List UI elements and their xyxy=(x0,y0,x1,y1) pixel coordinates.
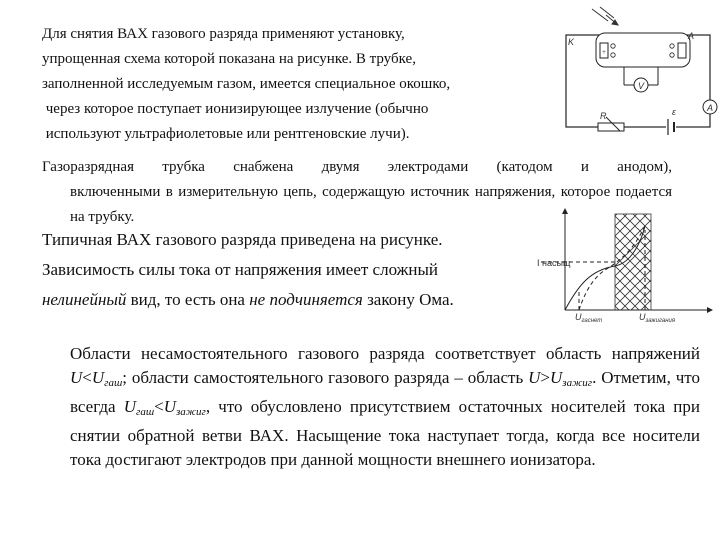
sub-zazh2: зажиг xyxy=(176,406,206,418)
vax-line-2: Зависимость силы тока от напряжения имеет сложный xyxy=(42,260,439,279)
label-anode: A xyxy=(688,31,695,41)
sym-u-gash: U xyxy=(91,368,105,387)
sym-u-zazh: U xyxy=(550,368,563,387)
sym-u3: U xyxy=(123,397,137,416)
tube-lines-rest: включенными в измерительную цепь, содержащую источник напряжения, которое подается на трубку. xyxy=(70,184,672,225)
label-u-gash: $U_{гаснет}$ xyxy=(575,312,603,324)
intro-line-3: заполненной исследуемым газом, имеется специальное окошко, xyxy=(42,76,451,92)
sym-gt: > xyxy=(540,368,550,387)
sym-u4: U xyxy=(163,397,177,416)
intro-line-4: через которое поступает ионизирующее излучение (обычно xyxy=(42,101,429,117)
sym-lt: < xyxy=(82,368,92,387)
radiation-arrows-icon xyxy=(592,7,618,25)
sym-lt2: < xyxy=(154,397,164,416)
sub-zazh: зажиг xyxy=(562,377,593,389)
hatched-region xyxy=(615,214,651,310)
vax-line-3 xyxy=(42,285,532,315)
sub-gash: гаш xyxy=(104,377,123,389)
label-isat: I насыщ xyxy=(537,258,571,268)
label-emf: ε xyxy=(672,107,676,117)
regions-paragraph xyxy=(42,342,700,472)
sub-gash2: гаш xyxy=(136,406,155,418)
circuit-diagram xyxy=(548,5,718,135)
intro-line-2: упрощенная схема которой показана на рисунке. В трубке, xyxy=(42,51,416,67)
resistor-icon xyxy=(598,123,624,131)
intro-line-1: Для снятия ВАХ газового разряда применяют установку, xyxy=(42,26,405,42)
vax-line-1: Типичная ВАХ газового разряда приведена на рисунке. xyxy=(42,230,443,249)
vax-em-nonlinear: нелинейный xyxy=(42,290,127,309)
regions-text-4: , что обусловлено присутствием остаточных носителей тока при снятии обратной ветви ВАХ. Насыщение тока наступает тогда, когда все носители тока достигают электродов при данной мощности внешнего ионизатора. xyxy=(70,397,701,469)
regions-text-2: ; области самостоятельного газового разряда – область xyxy=(122,368,529,387)
label-ammeter: A xyxy=(706,103,714,113)
label-resistor: R xyxy=(600,111,607,121)
svg-text:+: + xyxy=(602,48,606,56)
label-cathode: K xyxy=(568,37,575,47)
vax-graph xyxy=(535,206,715,324)
vax-line-3-mid: вид, то есть она xyxy=(126,290,250,309)
intro-line-5: используют ультрафиолетовые или рентгеновские лучи). xyxy=(42,126,410,142)
vax-line-3-end: закону Ома. xyxy=(362,290,454,309)
sym-u: U xyxy=(70,368,83,387)
sym-u2: U xyxy=(528,368,541,387)
vax-em-not-obey: не подчиняется xyxy=(249,290,363,309)
label-voltmeter: V xyxy=(637,81,645,91)
label-u-zazh: $U_{зажигания}$ xyxy=(639,312,676,324)
vax-paragraph xyxy=(42,225,532,315)
gas-tube xyxy=(596,33,690,67)
regions-text-1: Области несамостоятельного газового разряда соответствует область напряжений xyxy=(70,344,700,363)
regions-text-3: . Отметим, что всегда xyxy=(70,368,700,416)
tube-line-first: Газоразрядная трубка снабжена двумя электродами (катодом и анодом), xyxy=(42,159,672,175)
